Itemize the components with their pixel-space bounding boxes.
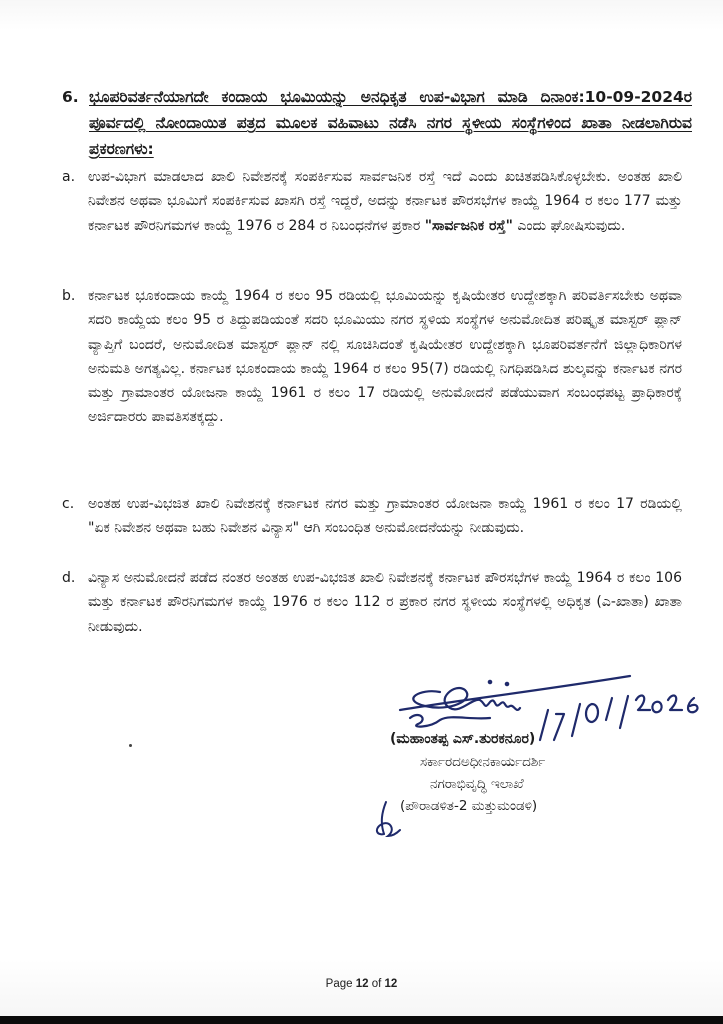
signatory-designation: ಸರ್ಕಾರದಅಧೀನಕಾರ್ಯದರ್ಶಿ (420, 754, 546, 770)
list-item-c (62, 492, 682, 541)
page-total: 12 (384, 978, 398, 990)
page-label: Page (325, 978, 356, 990)
list-item-a (62, 165, 682, 238)
item-label: c. (62, 496, 75, 512)
item-label: a. (62, 169, 76, 185)
item-body: ವಿನ್ಯಾಸ ಅನುಮೋದನೆ ಪಡೆದ ನಂತರ ಅಂತಹ ಉಪ-ವಿಭಜಿತ ಖಾಲಿ ನಿವೇಶನಕ್ಕೆ ಕರ್ನಾಟಕ ಪೌರಸಭೆಗಳ ಕಾಯ್ದೆ 1964 ರ ಕಲಂ 106 ಮತ್ತು ಕರ್ನಾಟಕ ಪೌರನಿಗಮಗಳ ಕಾಯ್ದೆ 1976 ರ ಕಲಂ 112 ರ ಪ್ರಕಾರ ನಗರ ಸ್ಥಳೀಯ ಸಂಸ್ಥೆಗಳಲ್ಲಿ ಅಧಿಕೃತ (ಎ-ಖಾತಾ) ಖಾತಾ ನೀಡುವುದು. (88, 570, 682, 635)
section-number: 6. (62, 88, 79, 106)
item-text: ಉಪ-ವಿಭಾಗ ಮಾಡಲಾದ ಖಾಲಿ ನಿವೇಶನಕ್ಕೆ ಸಂಪರ್ಕಿಸುವ ಸಾರ್ವಜನಿಕ ರಸ್ತೆ ಇದೆ ಎಂದು ಖಚಿತಪಡಿಸಿಕೊಳ್ಳಬೇಕು. ಅಂತಹ ಖಾಲಿ ನಿವೇಶನ ಅಥವಾ ಭೂಮಿಗೆ ಸಂಪರ್ಕಿಸುವ ಖಾಸಗಿ ರಸ್ತೆ ಇದ್ದರೆ, ಅದನ್ನು ಕರ್ನಾಟಕ ಪೌರಸಭೆಗಳ ಕಾಯ್ದೆ 1964 ರ ಕಲಂ 177 ಮತ್ತು ಕರ್ನಾಟಕ ಪೌರನಿಗಮಗಳ ಕಾಯ್ದೆ 1976 ರ 284 ರ ನಿಬಂಧನೆಗಳ ಪ್ರಕಾರ (88, 169, 682, 234)
list-item-d (62, 566, 682, 639)
item-label: d. (62, 570, 76, 586)
item-bold-text: "ಸಾರ್ವಜನಿಕ ರಸ್ತೆ" (424, 217, 513, 234)
item-tail-text: ಎಂದು ಘೋಷಿಸುವುದು. (512, 217, 626, 234)
item-label: b. (62, 288, 76, 304)
section-heading (62, 84, 692, 162)
list-item-b (62, 284, 682, 430)
page-of: of (368, 978, 385, 990)
initials-mark-icon (372, 800, 402, 840)
bottom-border (0, 1016, 723, 1024)
signatory-section: (ಪೌರಾಡಳಿತ-2 ಮತ್ತುಮಂಡಳಿ) (400, 798, 538, 814)
page-current: 12 (355, 978, 369, 990)
page-footer (0, 978, 723, 990)
signature-block (380, 670, 720, 860)
section-heading-text: ಭೂಪರಿವರ್ತನೆಯಾಗದೇ ಕಂದಾಯ ಭೂಮಿಯನ್ನು ಅನಧಿಕೃತ ಉಪ-ವಿಭಾಗ ಮಾಡಿ ದಿನಾಂಕ:10-09-2024ರ ಪೂರ್ವದಲ್ಲಿ ನೋಂದಾಯಿತ ಪತ್ರದ ಮೂಲಕ ವಹಿವಾಟು ನಡೆಸಿ ನಗರ ಸ್ಥಳೀಯ ಸಂಸ್ಥೆಗಳಿಂದ ಖಾತಾ ನೀಡಲಾಗಿರುವ ಪ್ರಕರಣಗಳು: (89, 88, 692, 158)
item-body: ಕರ್ನಾಟಕ ಭೂಕಂದಾಯ ಕಾಯ್ದೆ 1964 ರ ಕಲಂ 95 ರಡಿಯಲ್ಲಿ ಭೂಮಿಯನ್ನು ಕೃಷಿಯೇತರ ಉದ್ದೇಶಕ್ಕಾಗಿ ಪರಿವರ್ತಿಸಬೇಕು ಅಥವಾ ಸದರಿ ಕಾಯ್ದೆಯ ಕಲಂ 95 ರ ತಿದ್ದುಪಡಿಯಂತೆ ಸದರಿ ಭೂಮಿಯು ನಗರ ಸ್ಥಳಿಯ ಸಂಸ್ಥೆಗಳ ಅನುಮೋದಿತ ಪರಿಷ್ಕೃತ ಮಾಸ್ಟರ್ ಪ್ಲಾನ್ ವ್ಯಾಪ್ತಿಗೆ ಬಂದರೆ, ಅನುಮೋದಿತ ಮಾಸ್ಟರ್ ಪ್ಲಾನ್ ನಲ್ಲಿ ಸೂಚಿಸಿದಂತೆ ಕೃಷಿಯೇತರ ಉದ್ದೇಶಕ್ಕಾಗಿ ಭೂಪರಿವರ್ತನೆಗೆ ಜಿಲ್ಲಾಧಿಕಾರಿಗಳ ಅನುಮತಿ ಅಗತ್ಯವಿಲ್ಲ. ಕರ್ನಾಟಕ ಭೂಕಂದಾಯ ಕಾಯ್ದೆ 1964 ರ ಕಲಂ 95(7) ರಡಿಯಲ್ಲಿ ನಿಗಧಿಪಡಿಸಿದ ಶುಲ್ಕವನ್ನು ಕರ್ನಾಟಕ ನಗರ ಮತ್ತು ಗ್ರಾಮಾಂತರ ಯೋಜನಾ ಕಾಯ್ದೆ 1961 ರ ಕಲಂ 17 ರಡಿಯಲ್ಲಿ ಅನುಮೋದನೆ ಪಡೆಯುವಾಗ ಸಂಬಂಧಪಟ್ಟ ಪ್ರಾಧಿಕಾರಕ್ಕೆ ಅರ್ಜಿದಾರರು ಪಾವತಿಸತಕ್ಕದ್ದು. (88, 288, 682, 426)
scan-speck (129, 744, 132, 747)
signatory-department: ನಗರಾಭಿವೃದ್ಧಿ ಇಲಾಖೆ (430, 776, 524, 792)
item-body (88, 165, 682, 238)
signatory-name: (ಮಹಾಂತಪ್ಪ ಎಸ್.ತುರಕನೂರ) (390, 731, 536, 747)
item-body: ಅಂತಹ ಉಪ-ವಿಭಜಿತ ಖಾಲಿ ನಿವೇಶನಕ್ಕೆ ಕರ್ನಾಟಕ ನಗರ ಮತ್ತು ಗ್ರಾಮಾಂತರ ಯೋಜನಾ ಕಾಯ್ದೆ 1961 ರ ಕಲಂ 17 ರಡಿಯಲ್ಲಿ "ಏಕ ನಿವೇಶನ ಅಥವಾ ಬಹು ನಿವೇಶನ ವಿನ್ಯಾಸ" ಆಗಿ ಸಂಬಂಧಿತ ಅನುಮೋದನೆಯನ್ನು ನೀಡುವುದು. (88, 496, 682, 537)
